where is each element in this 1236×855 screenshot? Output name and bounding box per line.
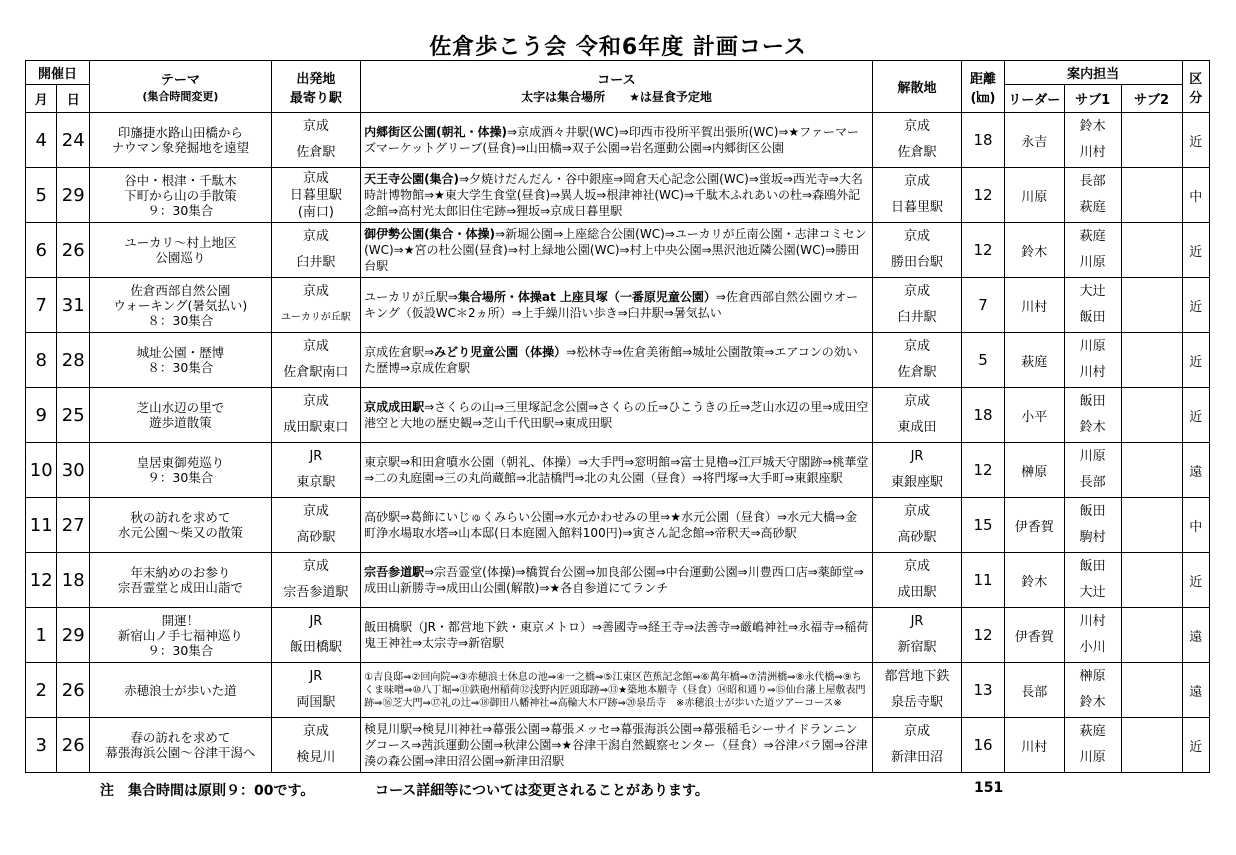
- departure-line: JR: [309, 669, 323, 684]
- header-area-1: 区: [1189, 71, 1203, 87]
- distance-cell: 18: [962, 388, 1005, 443]
- header-theme-label: テーマ: [160, 73, 200, 88]
- dispersal-line: 京成: [903, 394, 930, 409]
- sub2-cell: [1121, 223, 1182, 278]
- sub1-cell: [1064, 718, 1121, 773]
- dispersal-line: 都営地下鉄: [884, 669, 950, 684]
- area-cell: 遠: [1182, 663, 1210, 718]
- course-route: 高砂駅⇒葛飾にいじゅくみらい公園⇒水元かわせみの里⇒★水元公園（昼食）⇒水元大橋⇒金町浄水場取水塔⇒山本邸(日本庭園入館料100円)⇒寅さん記念館⇒帝釈天⇒高砂駅: [364, 510, 858, 540]
- dispersal-line: 京成: [903, 284, 930, 299]
- leader-cell: 萩庭: [1004, 333, 1064, 388]
- day-cell: 26: [57, 223, 90, 278]
- course-cell: [361, 388, 873, 443]
- theme-line: 開運！: [161, 612, 200, 628]
- day-cell: 26: [57, 718, 90, 773]
- sub1-name: 小川: [1079, 640, 1106, 655]
- month-cell: 1: [26, 608, 57, 663]
- leader-cell: 伊香賀: [1004, 608, 1064, 663]
- header-departure: [271, 61, 360, 113]
- theme-line: 城址公園・歴博: [136, 345, 225, 360]
- month-cell: 10: [26, 443, 57, 498]
- dispersal-line: 京成: [903, 174, 930, 189]
- departure-line: 京成: [302, 284, 329, 299]
- theme-cell: [89, 443, 271, 498]
- table-row: [26, 388, 1210, 443]
- course-route: ⇒夕焼けだんだん・谷中銀座⇒岡倉天心記念公園(WC)⇒蛍坂⇒西光寺⇒大名時計博物館⇒★東大学生食堂(昼食)⇒異人坂⇒根津神社(WC)⇒千駄木ふれあいの杜⇒森鴎外記念館⇒高村光太郎旧住宅跡⇒狸坂⇒京成日暮里駅: [364, 172, 863, 218]
- month-cell: 7: [26, 278, 57, 333]
- month-cell: 4: [26, 113, 57, 168]
- area-cell: 近: [1182, 223, 1210, 278]
- departure-line: 飯田橋駅: [289, 640, 342, 655]
- theme-cell: [89, 113, 271, 168]
- sub1-cell: [1064, 553, 1121, 608]
- theme-cell: [89, 223, 271, 278]
- sub1-name: 大辻: [1079, 284, 1106, 299]
- day-cell: 18: [57, 553, 90, 608]
- departure-line: 佐倉駅: [296, 145, 336, 160]
- departure-line: 京成: [302, 119, 329, 134]
- table-row: [26, 278, 1210, 333]
- departure-cell: [271, 113, 360, 168]
- dispersal-line: 東銀座駅: [890, 475, 943, 490]
- header-theme: [89, 61, 271, 113]
- departure-line: 京成: [302, 724, 329, 739]
- course-cell: [361, 553, 873, 608]
- leader-cell: 伊香賀: [1004, 498, 1064, 553]
- footer-note-time: 注 集合時間は原則９：00です。: [100, 783, 315, 799]
- course-cell: [361, 663, 873, 718]
- theme-line: 年末納めのお参り: [130, 565, 231, 580]
- area-cell: 近: [1182, 278, 1210, 333]
- area-cell: 中: [1182, 168, 1210, 223]
- theme-line: 水元公園～柴又の散策: [117, 525, 243, 540]
- departure-line: 両国駅: [296, 695, 336, 710]
- sub1-name: 榊原: [1079, 669, 1106, 684]
- theme-line: 谷中・根津・千駄木: [124, 172, 237, 188]
- sub1-name: 飯田: [1079, 394, 1106, 409]
- area-cell: 中: [1182, 498, 1210, 553]
- day-cell: 27: [57, 498, 90, 553]
- distance-cell: 7: [962, 278, 1005, 333]
- departure-cell: [271, 663, 360, 718]
- departure-line: JR: [309, 449, 323, 464]
- leader-cell: 永吉: [1004, 113, 1064, 168]
- theme-cell: [89, 498, 271, 553]
- dispersal-line: 京成: [903, 119, 930, 134]
- theme-line: 赤穂浪士が歩いた道: [124, 682, 237, 698]
- departure-line: 佐倉駅南口: [283, 365, 349, 380]
- distance-cell: 16: [962, 718, 1005, 773]
- dispersal-cell: [872, 168, 961, 223]
- departure-line: 東京駅: [296, 475, 336, 490]
- departure-cell: [271, 718, 360, 773]
- header-date: 開催日: [26, 61, 90, 85]
- theme-line: 秋の訪れを求めて: [130, 510, 231, 525]
- sub1-name: 川原: [1079, 339, 1106, 354]
- area-cell: 近: [1182, 388, 1210, 443]
- table-row: [26, 223, 1210, 278]
- departure-cell: [271, 443, 360, 498]
- sub1-cell: [1064, 333, 1121, 388]
- theme-line: ８：30集合: [147, 312, 214, 328]
- course-cell: [361, 113, 873, 168]
- header-course-sub: 太字は集合場所 ★は昼食予定地: [521, 89, 712, 104]
- distance-cell: 18: [962, 113, 1005, 168]
- schedule-rows: [26, 113, 1210, 773]
- day-cell: 31: [57, 278, 90, 333]
- leader-cell: 川村: [1004, 718, 1064, 773]
- theme-cell: [89, 168, 271, 223]
- theme-line: 宗吾霊堂と成田山詣で: [117, 580, 243, 595]
- day-cell: 30: [57, 443, 90, 498]
- leader-cell: 川原: [1004, 168, 1064, 223]
- month-cell: 9: [26, 388, 57, 443]
- course-cell: [361, 333, 873, 388]
- dispersal-line: JR: [910, 614, 924, 629]
- area-cell: 遠: [1182, 443, 1210, 498]
- sub1-name: 川原: [1079, 255, 1106, 270]
- sub1-name: 川原: [1079, 449, 1106, 464]
- table-row: [26, 443, 1210, 498]
- sub1-name: 鈴木: [1079, 420, 1106, 435]
- distance-cell: 12: [962, 223, 1005, 278]
- table-row: [26, 113, 1210, 168]
- dispersal-cell: [872, 718, 961, 773]
- course-route: 検見川駅⇒検見川神社⇒幕張公園⇒幕張メッセ⇒幕張海浜公園⇒幕張稲毛シーサイドランニングコース⇒茜浜運動公園⇒秋津公園⇒★谷津干潟自然観察センター（昼食）⇒谷津バラ園⇒谷津湊の森公園⇒津田沼公園⇒新津田沼駅: [364, 722, 868, 768]
- header-departure-label: 出発地: [296, 71, 336, 87]
- header-month: 月: [26, 85, 57, 113]
- theme-line: ８：30集合: [147, 360, 214, 375]
- leader-cell: 長部: [1004, 663, 1064, 718]
- theme-cell: [89, 388, 271, 443]
- departure-line: (南口): [297, 204, 334, 220]
- header-guide: 案内担当: [1004, 61, 1182, 85]
- departure-line: ユーカリが丘駅: [280, 312, 351, 323]
- sub2-cell: [1121, 388, 1182, 443]
- course-route: ①吉良邸⇒②回向院⇒③赤穂浪士休息の池⇒④一之橋⇒⑤江東区芭蕉記念館⇒⑥萬年橋⇒⑦清洲橋⇒⑧永代橋⇒⑨ちくま味噌⇒⑩八丁堀⇒⑪鉄砲州稲荷⑫浅野内匠頭邸跡⇒⑬★築地本願寺（昼食）⑭昭和通り⇒⑮仙台藩上屋敷表門跡⇒⑯芝大門⇒⑰礼の辻⇒⑱御田八幡神社⇒高輪大木戸跡⇒⑳泉岳寺 ※赤穂浪士が歩いた道ツアーコース※: [364, 671, 866, 709]
- leader-cell: 鈴木: [1004, 223, 1064, 278]
- leader-cell: 小平: [1004, 388, 1064, 443]
- sub2-cell: [1121, 498, 1182, 553]
- page-title: 佐倉歩こう会 令和6年度 計画コース: [429, 35, 807, 60]
- sub1-name: 鈴木: [1079, 695, 1106, 710]
- month-cell: 6: [26, 223, 57, 278]
- sub1-name: 川村: [1079, 614, 1106, 629]
- dispersal-line: 勝田台駅: [890, 255, 943, 270]
- dispersal-cell: [872, 388, 961, 443]
- sub1-name: 川村: [1079, 365, 1106, 380]
- sub2-cell: [1121, 553, 1182, 608]
- dispersal-cell: [872, 278, 961, 333]
- departure-line: 京成: [302, 170, 329, 186]
- distance-cell: 13: [962, 663, 1005, 718]
- header-day: 日: [57, 85, 90, 113]
- schedule-table: [25, 60, 1210, 773]
- course-meeting-point: 内郷街区公園(朝礼・体操): [364, 125, 508, 139]
- theme-line: ウォーキング(暑気払い): [113, 297, 248, 313]
- departure-cell: [271, 278, 360, 333]
- dispersal-line: JR: [910, 449, 924, 464]
- day-cell: 26: [57, 663, 90, 718]
- course-route: 飯田橋駅（JR・都営地下鉄・東京メトロ）⇒善國寺⇒経王寺⇒法善寺⇒厳嶋神社⇒永福寺⇒稲荷鬼王神社⇒太宗寺⇒新宿駅: [364, 620, 869, 650]
- theme-cell: [89, 718, 271, 773]
- course-cell: [361, 278, 873, 333]
- theme-line: ９：30集合: [147, 470, 214, 485]
- course-meeting-point: 宗吾参道駅: [364, 565, 425, 579]
- course-meeting-point: みどり児童公園（体操）: [434, 345, 567, 359]
- distance-cell: 12: [962, 168, 1005, 223]
- sub2-cell: [1121, 718, 1182, 773]
- departure-line: 京成: [302, 504, 329, 519]
- sub1-cell: [1064, 278, 1121, 333]
- departure-cell: [271, 333, 360, 388]
- area-cell: 近: [1182, 718, 1210, 773]
- header-course: [361, 61, 873, 113]
- sub1-name: 川原: [1079, 750, 1106, 765]
- departure-cell: [271, 498, 360, 553]
- sub1-cell: [1064, 113, 1121, 168]
- departure-line: 宗吾参道駅: [283, 585, 349, 600]
- course-meeting-point: 京成成田駅: [364, 400, 425, 414]
- distance-cell: 15: [962, 498, 1005, 553]
- sub1-name: 萩庭: [1079, 229, 1106, 244]
- departure-line: 日暮里駅: [289, 187, 342, 203]
- table-row: [26, 663, 1210, 718]
- theme-line: 遊歩道散策: [149, 415, 212, 430]
- table-row: [26, 608, 1210, 663]
- sub1-name: 飯田: [1079, 559, 1106, 574]
- course-cell: [361, 443, 873, 498]
- theme-line: 佐倉西部自然公園: [130, 282, 231, 298]
- sub1-name: 長部: [1079, 475, 1106, 490]
- leader-cell: 榊原: [1004, 443, 1064, 498]
- sub1-cell: [1064, 388, 1121, 443]
- table-row: [26, 718, 1210, 773]
- course-cell: [361, 718, 873, 773]
- dispersal-line: 京成: [903, 339, 930, 354]
- dispersal-line: 京成: [903, 724, 930, 739]
- sub2-cell: [1121, 608, 1182, 663]
- dispersal-line: 京成: [903, 229, 930, 244]
- dispersal-line: 佐倉駅: [897, 365, 937, 380]
- header-distance: [962, 61, 1005, 113]
- table-row: [26, 553, 1210, 608]
- leader-cell: 川村: [1004, 278, 1064, 333]
- day-cell: 25: [57, 388, 90, 443]
- course-route: ⇒松林寺⇒佐倉美術館⇒城址公園散策⇒エアコンの効いた歴博⇒京成佐倉駅: [364, 345, 858, 375]
- distance-cell: 11: [962, 553, 1005, 608]
- dispersal-line: 佐倉駅: [897, 145, 937, 160]
- theme-line: 幕張海浜公園～谷津干潟へ: [105, 745, 256, 760]
- course-cell: [361, 223, 873, 278]
- theme-line: 芝山水辺の里で: [136, 400, 225, 415]
- theme-line: 皇居東御苑巡り: [136, 455, 225, 470]
- theme-line: 下町から山の手散策: [124, 187, 237, 203]
- departure-line: 高砂駅: [296, 530, 336, 545]
- sub1-name: 飯田: [1079, 310, 1106, 325]
- course-route: ⇒京成酒々井駅(WC)⇒印西市役所平賀出張所(WC)⇒★ファーマーズマーケットグリーブ(昼食)⇒山田橋⇒双子公園⇒岩名運動公園⇒内郷街区公園: [364, 125, 859, 155]
- header-departure-sub: 最寄り駅: [289, 90, 342, 106]
- departure-cell: [271, 168, 360, 223]
- theme-cell: [89, 278, 271, 333]
- header-distance-label: 距離: [969, 71, 996, 87]
- sub1-name: 大辻: [1079, 585, 1106, 600]
- header-course-label: コース: [597, 72, 636, 88]
- sub1-name: 川村: [1079, 145, 1106, 160]
- sub1-cell: [1064, 168, 1121, 223]
- sub2-cell: [1121, 333, 1182, 388]
- course-meeting-point: 御伊勢公園(集合・体操): [364, 227, 496, 241]
- dispersal-line: 新宿駅: [897, 640, 937, 655]
- month-cell: 11: [26, 498, 57, 553]
- theme-cell: [89, 663, 271, 718]
- leader-cell: 鈴木: [1004, 553, 1064, 608]
- dispersal-cell: [872, 113, 961, 168]
- header-dispersal: 解散地: [872, 61, 961, 113]
- theme-line: 春の訪れを求めて: [130, 730, 231, 745]
- theme-line: 印旛捷水路山田橋から: [117, 125, 243, 140]
- course-route: ⇒佐倉西部自然公園ウオーキング（仮設WC＊2ヵ所）⇒上手繰川沿い歩き⇒臼井駅⇒暑気払い: [364, 290, 858, 320]
- header-distance-unit: (㎞): [970, 90, 996, 106]
- departure-line: 臼井駅: [296, 255, 336, 270]
- departure-line: JR: [309, 614, 323, 629]
- departure-cell: [271, 608, 360, 663]
- course-meeting-point: 天王寺公園(集合): [364, 172, 460, 186]
- dispersal-cell: [872, 333, 961, 388]
- sub2-cell: [1121, 443, 1182, 498]
- area-cell: 遠: [1182, 608, 1210, 663]
- table-row: [26, 498, 1210, 553]
- dispersal-line: 臼井駅: [897, 310, 937, 325]
- dispersal-line: 高砂駅: [897, 530, 937, 545]
- sub1-name: 鈴木: [1079, 119, 1106, 134]
- sub1-name: 萩庭: [1079, 200, 1106, 215]
- dispersal-line: 日暮里駅: [890, 200, 943, 215]
- departure-cell: [271, 388, 360, 443]
- area-cell: 近: [1182, 333, 1210, 388]
- month-cell: 8: [26, 333, 57, 388]
- sub1-name: 萩庭: [1079, 724, 1106, 739]
- sub1-cell: [1064, 608, 1121, 663]
- header-area-2: 分: [1189, 90, 1203, 106]
- course-start: 京成佐倉駅⇒: [364, 345, 435, 359]
- course-route: ⇒新堀公園⇒上座総合公園(WC)⇒ユーカリが丘南公園・志津コミセン(WC)⇒★宮の杜公園(昼食)⇒村上緑地公園(WC)⇒村上中央公園⇒黒沢池近隣公園(WC)⇒勝田台駅: [364, 227, 867, 273]
- month-cell: 2: [26, 663, 57, 718]
- course-cell: [361, 498, 873, 553]
- area-cell: 近: [1182, 113, 1210, 168]
- theme-line: ９：30集合: [147, 202, 214, 218]
- theme-line: ９：30集合: [147, 642, 214, 658]
- departure-line: 京成: [302, 339, 329, 354]
- header-theme-sub: (集合時間変更): [142, 90, 219, 103]
- dispersal-line: 東成田: [897, 420, 937, 435]
- header-leader: リーダー: [1004, 85, 1064, 113]
- distance-cell: 12: [962, 608, 1005, 663]
- course-route: 東京駅⇒和田倉噴水公園（朝礼、体操）⇒大手門⇒窓明館⇒富士見櫓⇒江戸城天守閣跡⇒桃華堂⇒二の丸庭園⇒三の丸尚蔵館⇒北詰橋門⇒北の丸公園（昼食）⇒将門塚⇒大手町⇒東銀座駅: [364, 455, 869, 485]
- sub1-name: 駒村: [1079, 530, 1106, 545]
- course-route: ⇒さくらの山⇒三里塚記念公園⇒さくらの丘⇒ひこうきの丘⇒芝山水辺の里⇒成田空港空と大地の歴史観⇒芝山千代田駅⇒東成田駅: [364, 400, 869, 430]
- dispersal-cell: [872, 663, 961, 718]
- table-row: [26, 168, 1210, 223]
- course-route: ⇒宗吾霊堂(体操)⇒橋賀台公園⇒加良部公園⇒中台運動公園⇒川豊西口店⇒薬師堂⇒成田山新勝寺⇒成田山公園(解散)⇒★各自参道にてランチ: [364, 565, 864, 595]
- day-cell: 29: [57, 608, 90, 663]
- sub2-cell: [1121, 113, 1182, 168]
- theme-cell: [89, 333, 271, 388]
- departure-line: 成田駅東口: [283, 420, 349, 435]
- distance-cell: 12: [962, 443, 1005, 498]
- dispersal-line: 泉岳寺駅: [890, 695, 943, 710]
- theme-line: 公園巡り: [155, 250, 206, 265]
- sub1-name: 長部: [1079, 174, 1106, 189]
- dispersal-cell: [872, 223, 961, 278]
- theme-cell: [89, 553, 271, 608]
- sub2-cell: [1121, 168, 1182, 223]
- dispersal-cell: [872, 608, 961, 663]
- footer-note-change: コース詳細等については変更されることがあります。: [375, 783, 709, 799]
- header-area: [1182, 61, 1210, 113]
- header-sub2: サブ2: [1121, 85, 1182, 113]
- departure-cell: [271, 223, 360, 278]
- month-cell: 12: [26, 553, 57, 608]
- footer-total-distance: 151: [974, 780, 1004, 796]
- sub2-cell: [1121, 663, 1182, 718]
- dispersal-line: 成田駅: [897, 585, 937, 600]
- header-sub1: サブ1: [1064, 85, 1121, 113]
- day-cell: 28: [57, 333, 90, 388]
- month-cell: 5: [26, 168, 57, 223]
- sub2-cell: [1121, 278, 1182, 333]
- theme-line: 新宿山ノ手七福神巡り: [117, 627, 243, 643]
- month-cell: 3: [26, 718, 57, 773]
- course-cell: [361, 168, 873, 223]
- course-cell: [361, 608, 873, 663]
- sub1-cell: [1064, 498, 1121, 553]
- table-row: [26, 333, 1210, 388]
- sub1-cell: [1064, 663, 1121, 718]
- area-cell: 近: [1182, 553, 1210, 608]
- sub1-name: 飯田: [1079, 504, 1106, 519]
- departure-cell: [271, 553, 360, 608]
- course-meeting-point: 集合場所・体操at 上座貝塚（一番原児童公園）: [457, 290, 716, 304]
- departure-line: 京成: [302, 559, 329, 574]
- theme-line: ナウマン象発掘地を遠望: [111, 140, 250, 155]
- distance-cell: 5: [962, 333, 1005, 388]
- theme-cell: [89, 608, 271, 663]
- dispersal-cell: [872, 498, 961, 553]
- dispersal-line: 京成: [903, 504, 930, 519]
- day-cell: 24: [57, 113, 90, 168]
- sub1-cell: [1064, 223, 1121, 278]
- dispersal-line: 新津田沼: [890, 750, 943, 765]
- departure-line: 検見川: [296, 750, 336, 765]
- departure-line: 京成: [302, 394, 329, 409]
- sub1-cell: [1064, 443, 1121, 498]
- dispersal-cell: [872, 443, 961, 498]
- theme-line: ユーカリ～村上地区: [124, 235, 237, 250]
- dispersal-cell: [872, 553, 961, 608]
- dispersal-line: 京成: [903, 559, 930, 574]
- departure-line: 京成: [302, 229, 329, 244]
- course-start: ユーカリが丘駅⇒: [364, 290, 458, 304]
- day-cell: 29: [57, 168, 90, 223]
